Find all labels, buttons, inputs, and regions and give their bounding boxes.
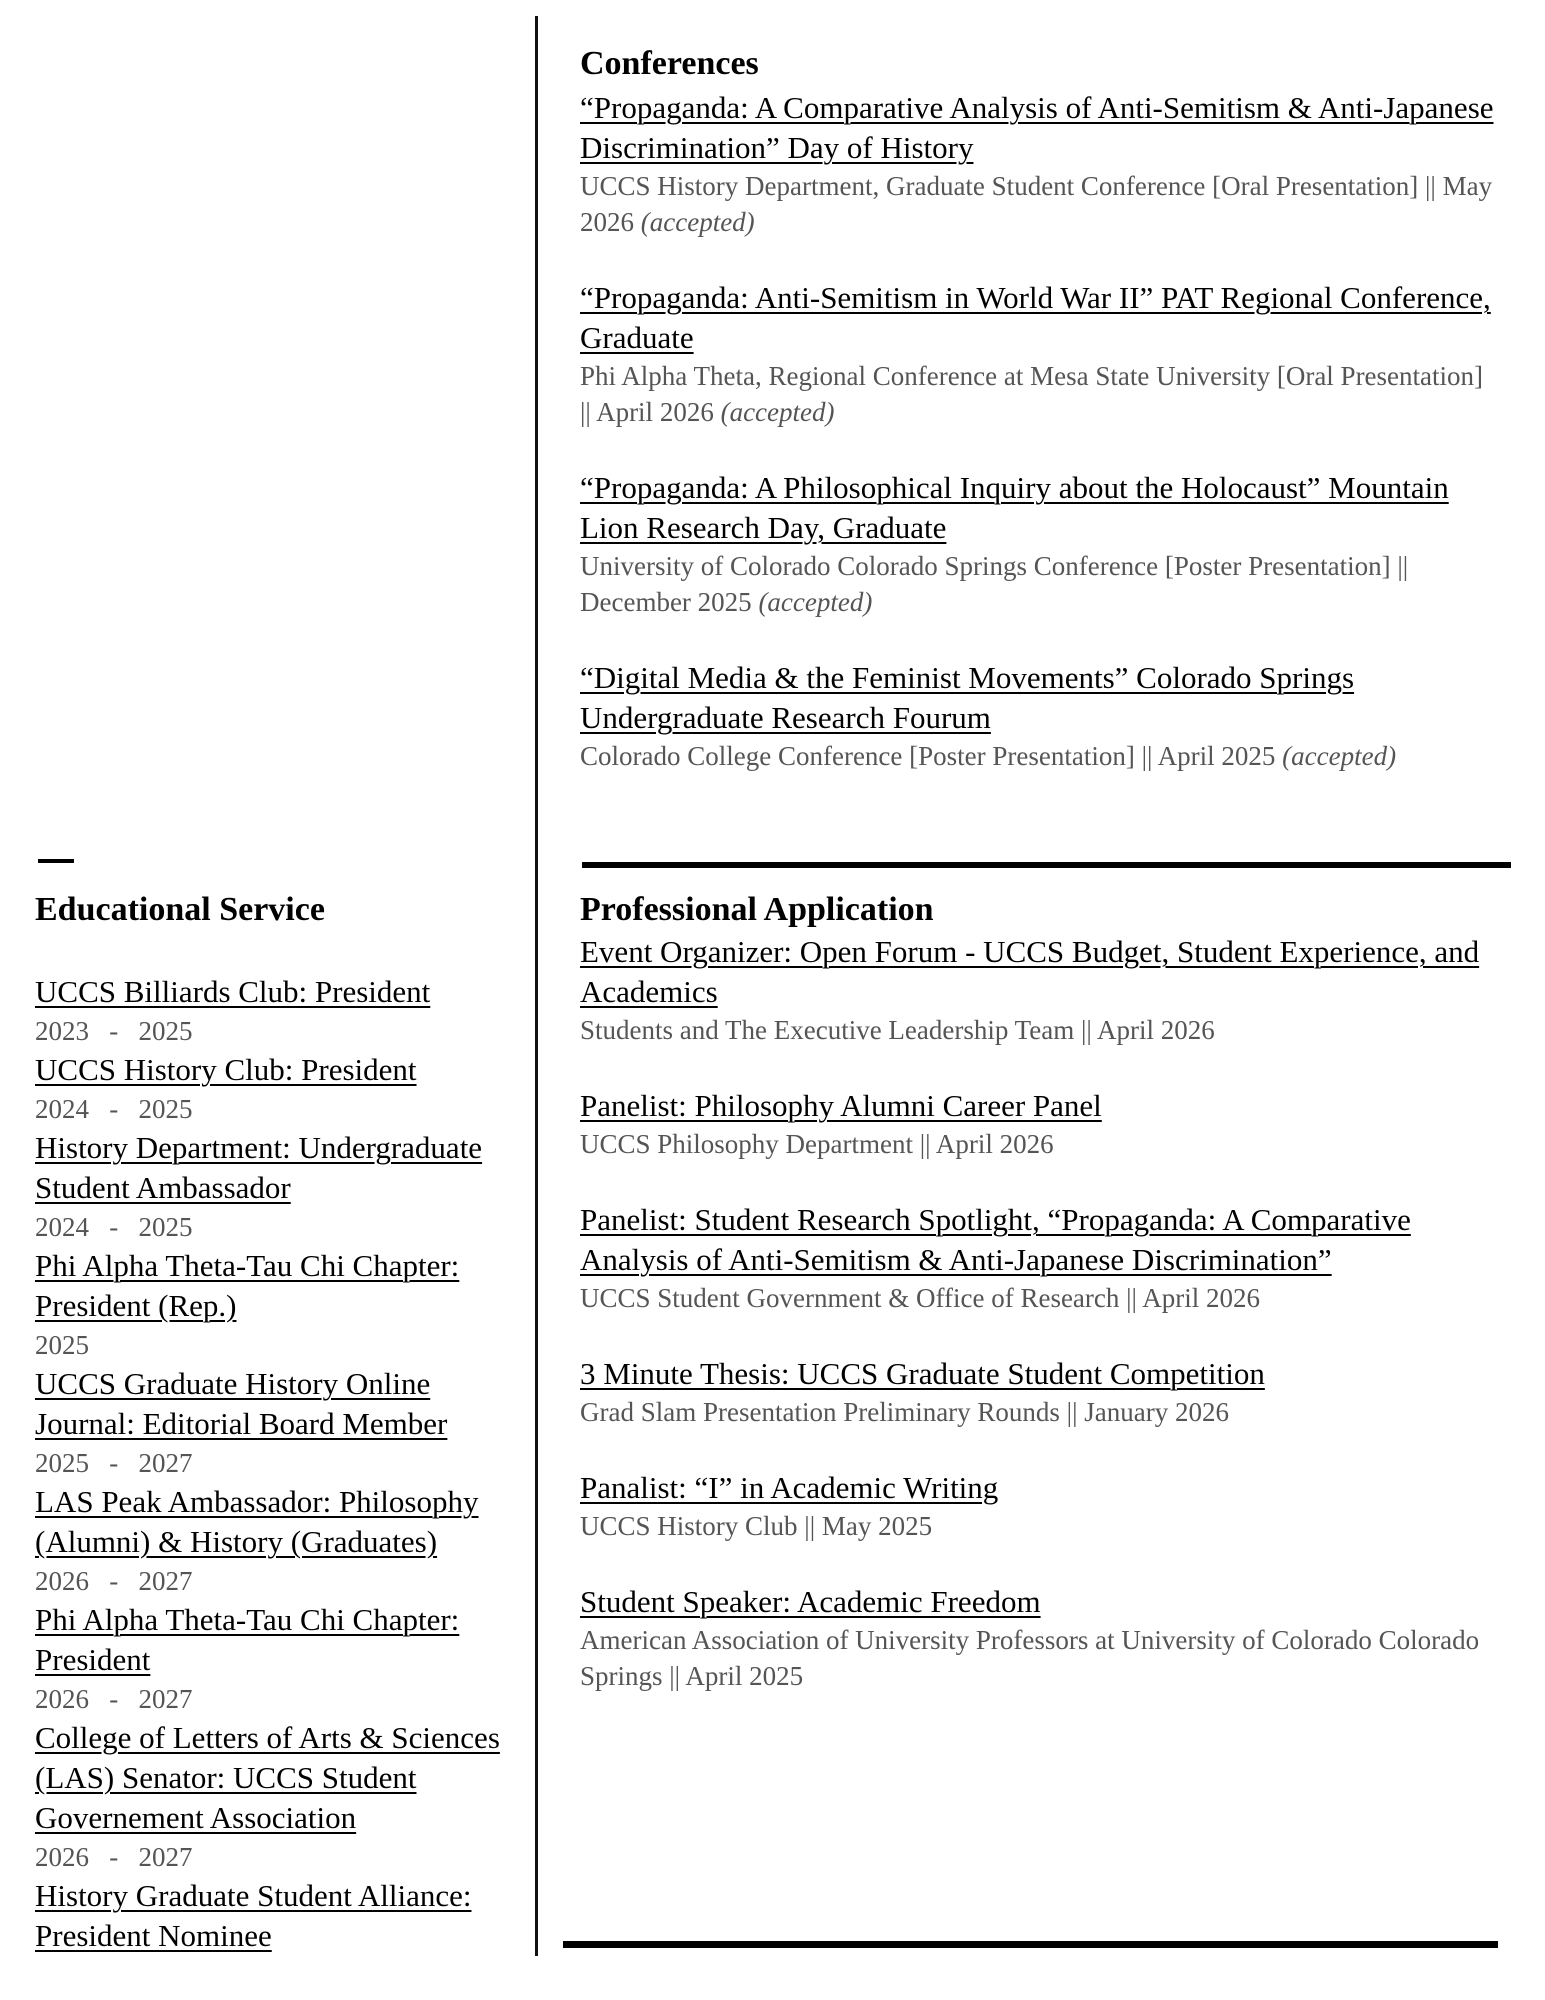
conference-meta [580,358,1500,430]
service-entry [35,1718,530,1876]
service-dates: 2026 - 2027 [35,1842,193,1872]
section-divider [582,862,1511,868]
service-title[interactable]: UCCS History Club: President [35,1052,417,1087]
service-entry [35,1364,530,1482]
column-divider [535,16,538,1956]
conference-entry [580,468,1500,620]
service-dates: 2024 - 2025 [35,1094,193,1124]
educational-service-list [35,972,530,1956]
conference-status: (accepted) [1282,741,1397,771]
conferences-list [580,88,1500,812]
service-dates: 2023 - 2025 [35,1016,193,1046]
conference-entry [580,88,1500,240]
service-dates: 2025 - 2027 [35,1448,193,1478]
conference-status: (accepted) [720,397,835,427]
professional-meta: UCCS Student Government & Office of Research || April 2026 [580,1283,1260,1313]
professional-title[interactable]: Panelist: Student Research Spotlight, “Propaganda: A Comparative Analysis of Anti-Semitism & Anti-Japanese Discrimination” [580,1202,1411,1277]
conference-entry [580,658,1500,774]
professional-list [580,932,1500,1732]
professional-meta: American Association of University Professors at University of Colorado Colorado Springs || April 2025 [580,1625,1480,1691]
conference-title[interactable]: “Propaganda: A Comparative Analysis of Anti-Semitism & Anti-Japanese Discrimination” Day of History [580,90,1494,165]
professional-entry [580,1582,1500,1694]
service-title[interactable]: History Graduate Student Alliance: President Nominee [35,1878,472,1953]
conference-title[interactable]: “Digital Media & the Feminist Movements” Colorado Springs Undergraduate Research Fourum [580,660,1355,735]
conference-meta [580,738,1500,774]
conference-title[interactable]: “Propaganda: Anti-Semitism in World War II” PAT Regional Conference, Graduate [580,280,1491,355]
service-title[interactable]: UCCS Billiards Club: President [35,974,431,1009]
professional-title[interactable]: Panelist: Philosophy Alumni Career Panel [580,1088,1102,1123]
service-title[interactable]: College of Letters of Arts & Sciences (LAS) Senator: UCCS Student Governement Association [35,1720,500,1835]
conference-meta [580,168,1500,240]
bottom-divider [563,1941,1498,1948]
conference-entry [580,278,1500,430]
professional-heading: Professional Application [580,891,934,928]
service-dates: 2025 [35,1330,89,1360]
professional-meta: UCCS Philosophy Department || April 2026 [580,1129,1054,1159]
professional-meta: UCCS History Club || May 2025 [580,1511,933,1541]
educational-service-heading: Educational Service [35,891,325,928]
professional-meta: Students and The Executive Leadership Team || April 2026 [580,1015,1215,1045]
service-entry [35,1876,530,1956]
professional-entry [580,1200,1500,1316]
conference-details: University of Colorado Colorado Springs Conference [Poster Presentation] || December 2025 [580,551,1409,617]
professional-title[interactable]: Event Organizer: Open Forum - UCCS Budget, Student Experience, and Academics [580,934,1480,1009]
service-entry [35,1482,530,1600]
service-title[interactable]: Phi Alpha Theta-Tau Chi Chapter: President (Rep.) [35,1248,460,1323]
conference-meta [580,548,1500,620]
conference-details: UCCS History Department, Graduate Student Conference [Oral Presentation] || May 2026 [580,171,1493,237]
professional-title[interactable]: Student Speaker: Academic Freedom [580,1584,1041,1619]
service-title[interactable]: UCCS Graduate History Online Journal: Editorial Board Member [35,1366,448,1441]
service-title[interactable]: History Department: Undergraduate Student Ambassador [35,1130,483,1205]
service-dates: 2026 - 2027 [35,1684,193,1714]
service-entry [35,1246,530,1364]
service-entry [35,1600,530,1718]
professional-entry [580,1354,1500,1430]
dash-mark [38,859,74,863]
service-dates: 2024 - 2025 [35,1212,193,1242]
service-title[interactable]: Phi Alpha Theta-Tau Chi Chapter: President [35,1602,460,1677]
professional-title[interactable]: 3 Minute Thesis: UCCS Graduate Student Competition [580,1356,1265,1391]
conference-details: Phi Alpha Theta, Regional Conference at Mesa State University [Oral Presentation] || April 2026 [580,361,1484,427]
service-dates: 2026 - 2027 [35,1566,193,1596]
conferences-heading: Conferences [580,45,759,82]
conference-status: (accepted) [758,587,873,617]
professional-meta: Grad Slam Presentation Preliminary Rounds || January 2026 [580,1397,1229,1427]
conference-title[interactable]: “Propaganda: A Philosophical Inquiry about the Holocaust” Mountain Lion Research Day, Graduate [580,470,1449,545]
service-title[interactable]: LAS Peak Ambassador: Philosophy (Alumni) & History (Graduates) [35,1484,479,1559]
conference-status: (accepted) [640,207,755,237]
service-entry [35,972,530,1050]
professional-entry [580,932,1500,1048]
service-entry [35,1050,530,1128]
conference-details: Colorado College Conference [Poster Presentation] || April 2025 [580,741,1276,771]
professional-entry [580,1468,1500,1544]
service-entry [35,1128,530,1246]
professional-entry [580,1086,1500,1162]
professional-title[interactable]: Panalist: “I” in Academic Writing [580,1470,999,1505]
